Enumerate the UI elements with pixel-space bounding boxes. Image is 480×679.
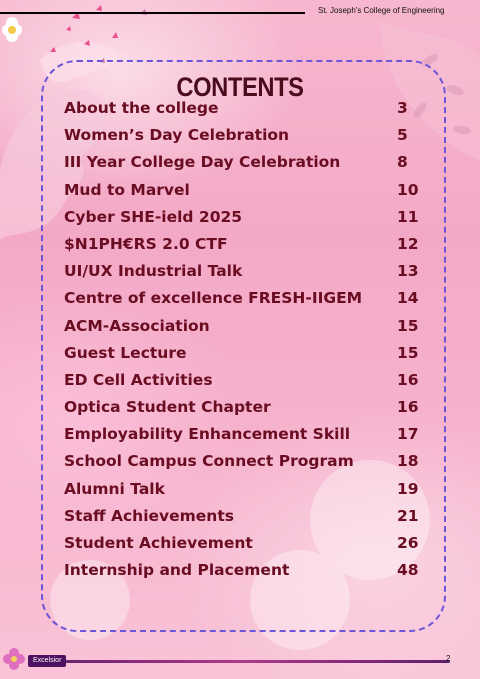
- toc-entry-page: 16: [397, 398, 419, 417]
- footer-badge: Excelsior: [28, 655, 66, 667]
- toc-entry[interactable]: [64, 530, 424, 557]
- toc-entry-page: 16: [397, 370, 419, 389]
- toc-entry-page: 11: [397, 207, 419, 226]
- toc-entry-page: 19: [397, 479, 419, 498]
- toc-entry-label: ACM-Association: [64, 316, 210, 335]
- toc-entry-label: Guest Lecture: [64, 343, 187, 362]
- toc-entry[interactable]: [64, 231, 424, 258]
- toc-entry[interactable]: [64, 258, 424, 285]
- toc-entry-label: Women’s Day Celebration: [64, 126, 290, 145]
- header-institution: St. Joseph's College of Engineering: [318, 6, 445, 15]
- toc-entry-label: Student Achievement: [64, 534, 253, 552]
- toc-entry[interactable]: [64, 557, 424, 584]
- toc-entry-page: 12: [397, 234, 419, 253]
- toc-entry[interactable]: [64, 149, 424, 176]
- toc-entry-label: ED Cell Activities: [64, 370, 213, 389]
- header-rule: [0, 12, 305, 14]
- toc-entry[interactable]: [64, 503, 424, 530]
- toc-entry[interactable]: [64, 122, 424, 149]
- toc-entry-label: Cyber SHE-ield 2025: [64, 207, 243, 226]
- toc-entry[interactable]: [64, 204, 424, 231]
- toc-entry[interactable]: [64, 367, 424, 394]
- toc-entry[interactable]: [64, 476, 424, 503]
- toc-entry-page: 15: [397, 343, 419, 362]
- toc-entry[interactable]: [64, 394, 424, 421]
- toc-entry[interactable]: [64, 421, 424, 448]
- toc-entry[interactable]: [64, 448, 424, 475]
- toc-entry-label: Mud to Marvel: [64, 180, 190, 199]
- toc-entry-page: 21: [397, 506, 419, 525]
- toc-entry-page: 13: [397, 262, 419, 281]
- toc-entry-page: 14: [397, 289, 419, 308]
- toc-entry-label: School Campus Connect Program: [64, 452, 354, 471]
- toc-entry-page: 8: [397, 153, 408, 172]
- toc-entry-label: Staff Achievements: [64, 506, 234, 525]
- toc-entry-label: Alumni Talk: [64, 479, 165, 498]
- toc-entry[interactable]: [64, 285, 424, 312]
- toc-entry-label: Employability Enhancement Skill: [64, 425, 351, 444]
- toc-entry-page: 3: [397, 99, 408, 117]
- toc-entry[interactable]: [64, 177, 424, 204]
- toc-entry-label: About the college: [64, 99, 219, 117]
- footer-rule: [30, 660, 450, 663]
- flower-icon: [3, 648, 25, 670]
- toc-entry-page: 15: [397, 316, 419, 335]
- toc-entry-page: 48: [397, 561, 419, 580]
- contents-title: CONTENTS: [176, 72, 304, 102]
- toc-entry-page: 10: [397, 180, 419, 199]
- toc-entry[interactable]: [64, 95, 424, 122]
- toc-entry[interactable]: [64, 313, 424, 340]
- toc-entry-label: $N1PH€RS 2.0 CTF: [64, 234, 228, 253]
- toc-entry-label: UI/UX Industrial Talk: [64, 262, 243, 281]
- toc-entry-page: 17: [397, 425, 419, 444]
- toc-entry-page: 18: [397, 452, 419, 471]
- toc-entry-page: 26: [397, 534, 419, 552]
- toc-entry-page: 5: [397, 126, 408, 145]
- toc-entry-label: III Year College Day Celebration: [64, 153, 341, 172]
- page-number: 2: [446, 654, 451, 663]
- toc-entry-label: Optica Student Chapter: [64, 398, 271, 417]
- contents-list: [64, 95, 424, 584]
- toc-entry-label: Internship and Placement: [64, 561, 290, 580]
- toc-entry-label: Centre of excellence FRESH-IIGEM: [64, 289, 363, 308]
- toc-entry[interactable]: [64, 340, 424, 367]
